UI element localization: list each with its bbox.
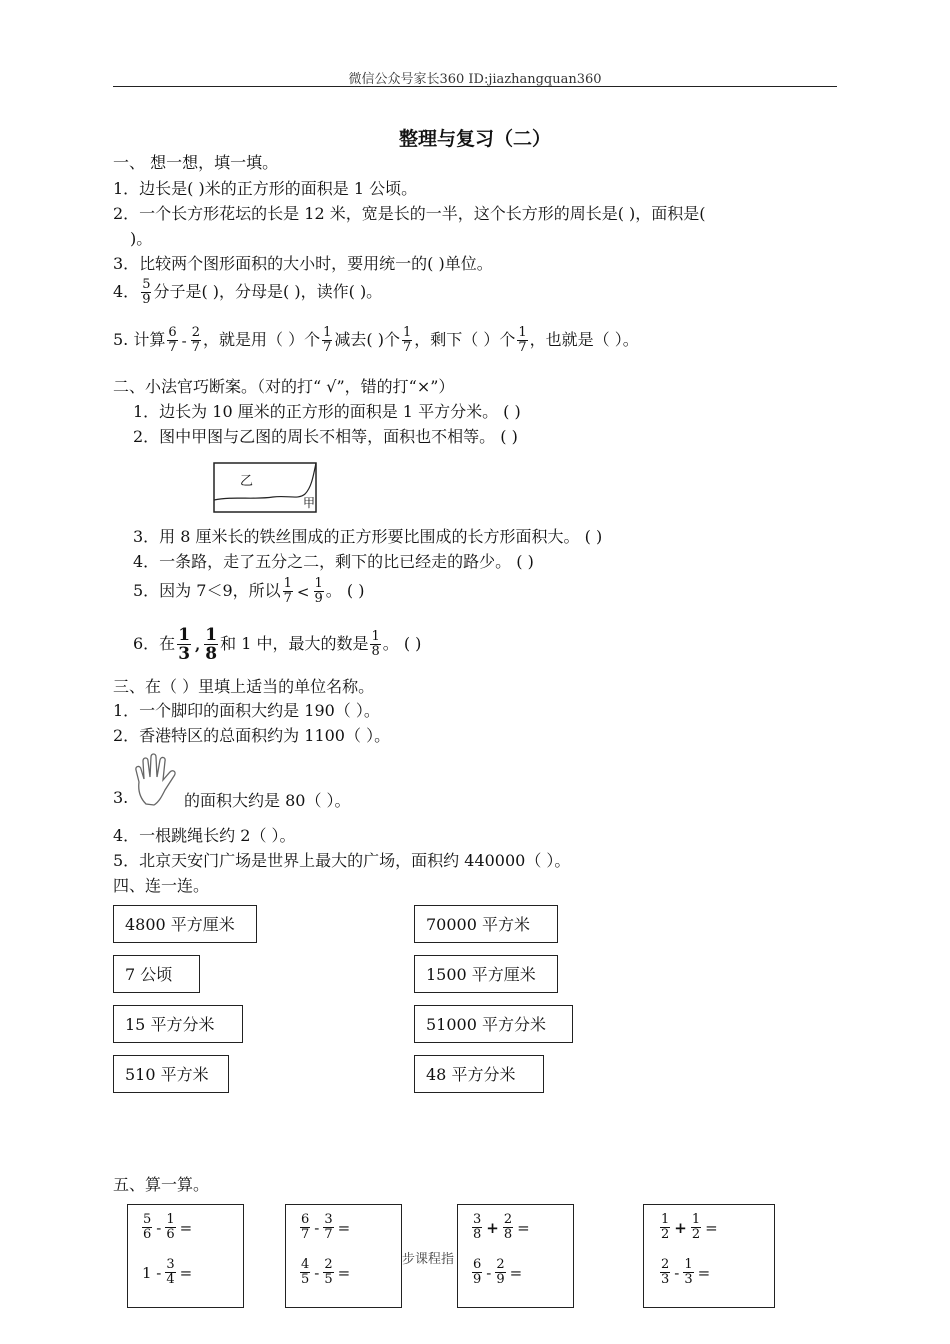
fraction: $\frac{5}{6}$: [143, 1212, 152, 1242]
section-1-heading: 一、 想一想，填一填。: [113, 153, 279, 172]
calc-box-1: [127, 1204, 244, 1308]
s2-q3: 3．用 8 厘米长的铁丝围成的正方形要比围成的长方形面积大。 ( ): [133, 527, 603, 546]
fraction: $\frac{3}{8}$: [473, 1212, 482, 1242]
s1-q4-pre: 4．: [113, 282, 140, 301]
fraction: $\frac{2}{8}$: [503, 1212, 513, 1242]
fraction: $\frac{1}{2}$: [691, 1212, 701, 1242]
s3-q1: 1．一个脚印的面积大约是 190（ ）。: [113, 701, 380, 720]
fraction: $\frac{2}{5}$: [324, 1257, 333, 1287]
fraction: $\frac{6}{7}$: [301, 1212, 310, 1242]
match-right-1[interactable]: 70000 平方米: [414, 905, 558, 943]
fraction-6-7: $\frac{6}{7}$: [168, 325, 177, 355]
s1-q5: 5. 计算 $\frac{6}{7}$ - $\frac{2}{7}$ ，就是用（ ）个 $\frac{1}{7}$ 减去( )个 $\frac{1}{7}$ ，剩下（ ）个 $\frac{1}{7}$ ，也就是（ ）。: [113, 325, 639, 355]
fraction-1-7: $\frac{1}{7}$: [283, 576, 292, 606]
match-left-4[interactable]: 510 平方米: [113, 1055, 229, 1093]
figure-jia-yi: [213, 460, 319, 514]
watermark-text: 步课程指: [402, 1252, 455, 1267]
s3-q3-pre: 3.: [113, 788, 129, 807]
fraction-5-9: $\frac{5}{9}$: [142, 277, 151, 307]
match-left-2[interactable]: 7 公顷: [113, 955, 200, 993]
section-3-heading: 三、在（ ）里填上适当的单位名称。: [113, 677, 375, 696]
s3-q4: 4．一根跳绳长约 2（ ）。: [113, 826, 296, 845]
fraction: $\frac{2}{3}$: [661, 1257, 670, 1287]
fraction-1-8: $\frac{1}{8}$: [371, 629, 380, 659]
fraction: $\frac{2}{9}$: [496, 1257, 505, 1287]
fraction-1-7: $\frac{1}{7}$: [402, 325, 412, 355]
hand-icon-drawing: [132, 752, 186, 808]
s2-q5: 5．因为 7＜9，所以 $\frac{1}{7}$ < $\frac{1}{9}$ 。 ( ): [133, 576, 365, 606]
s1-q1: 1．边长是( )米的正方形的面积是 1 公顷。: [113, 179, 418, 198]
calc-row: $\frac{4}{5}$ - $\frac{2}{5}$ =: [301, 1257, 351, 1287]
fraction-1-8: $\frac{1}{8}$: [205, 625, 218, 664]
page-title: 整理与复习（二）: [398, 128, 551, 150]
match-left-1[interactable]: 4800 平方厘米: [113, 905, 257, 943]
s2-q6: 6．在 $\frac{1}{3}$ , $\frac{1}{8}$ 和 1 中，最大的数是 $\frac{1}{8}$ 。 ( ): [133, 625, 422, 664]
hand-icon: [132, 752, 186, 808]
s3-q2: 2．香港特区的总面积约为 1100（ ）。: [113, 726, 391, 745]
s2-q2: 2．图中甲图与乙图的周长不相等，面积也不相等。 ( ): [133, 427, 518, 446]
s1-q3: 3．比较两个图形面积的大小时，要用统一的( )单位。: [113, 254, 493, 273]
section-4-heading: 四、连一连。: [113, 876, 210, 895]
section-2-heading: 二、小法官巧断案。（对的打“ √”，错的打“×”）: [113, 377, 455, 396]
s1-q4: [113, 278, 382, 307]
match-right-4[interactable]: 48 平方分米: [414, 1055, 544, 1093]
fraction-1-9: $\frac{1}{9}$: [314, 576, 323, 606]
calc-box-2: [285, 1204, 402, 1308]
calc-box-3: [457, 1204, 574, 1308]
calc-row: $\frac{1}{2}$ + $\frac{1}{2}$ =: [661, 1212, 718, 1242]
calc-row: $\frac{6}{9}$ - $\frac{2}{9}$ =: [473, 1257, 523, 1287]
section-5-heading: 五、算一算。: [113, 1175, 210, 1194]
match-left-3[interactable]: 15 平方分米: [113, 1005, 243, 1043]
fraction-2-7: $\frac{2}{7}$: [191, 325, 200, 355]
fraction: $\frac{6}{9}$: [473, 1257, 482, 1287]
fraction: $\frac{4}{5}$: [301, 1257, 310, 1287]
s1-q4-post: 分子是( )，分母是( )，读作( )。: [153, 282, 383, 301]
fraction: $\frac{1}{6}$: [166, 1212, 175, 1242]
calc-row: $\frac{2}{3}$ - $\frac{1}{3}$ =: [661, 1257, 711, 1287]
s1-q2a: 2．一个长方形花坛的长是 12 米，宽是长的一半，这个长方形的周长是( )，面积是(: [113, 204, 706, 223]
page-header: 微信公众号家长360 ID:jiazhangquan360: [348, 72, 602, 87]
fraction-1-3: $\frac{1}{3}$: [178, 625, 191, 664]
s3-q3-post: 的面积大约是 80（ ）。: [184, 791, 351, 810]
match-right-3[interactable]: 51000 平方分米: [414, 1005, 573, 1043]
fraction-1-7: $\frac{1}{7}$: [323, 325, 332, 355]
calc-row: $\frac{6}{7}$ - $\frac{3}{7}$ =: [301, 1212, 351, 1242]
calc-row: 1 - $\frac{3}{4}$ =: [142, 1257, 193, 1287]
s1-q2b: )。: [130, 229, 153, 248]
match-right-2[interactable]: 1500 平方厘米: [414, 955, 558, 993]
calc-box-4: [643, 1204, 775, 1308]
figure-label-jia: 甲: [303, 496, 316, 510]
calc-row: $\frac{5}{6}$ - $\frac{1}{6}$ =: [143, 1212, 193, 1242]
fraction: $\frac{1}{3}$: [684, 1257, 693, 1287]
s2-q1: 1．边长为 10 厘米的正方形的面积是 1 平方分米。 ( ): [133, 402, 521, 421]
calc-row: $\frac{3}{8}$ + $\frac{2}{8}$ =: [473, 1212, 530, 1242]
header-rule: [113, 86, 837, 87]
s2-q4: 4．一条路，走了五分之二，剩下的比已经走的路少。 ( ): [133, 552, 534, 571]
fraction: $\frac{3}{7}$: [324, 1212, 333, 1242]
fraction: $\frac{1}{2}$: [661, 1212, 670, 1242]
figure-label-yi: 乙: [240, 474, 254, 489]
s3-q5: 5．北京天安门广场是世界上最大的广场，面积约 440000（ ）。: [113, 851, 571, 870]
fraction-1-7: $\frac{1}{7}$: [518, 325, 527, 355]
fraction: $\frac{3}{4}$: [166, 1257, 175, 1287]
